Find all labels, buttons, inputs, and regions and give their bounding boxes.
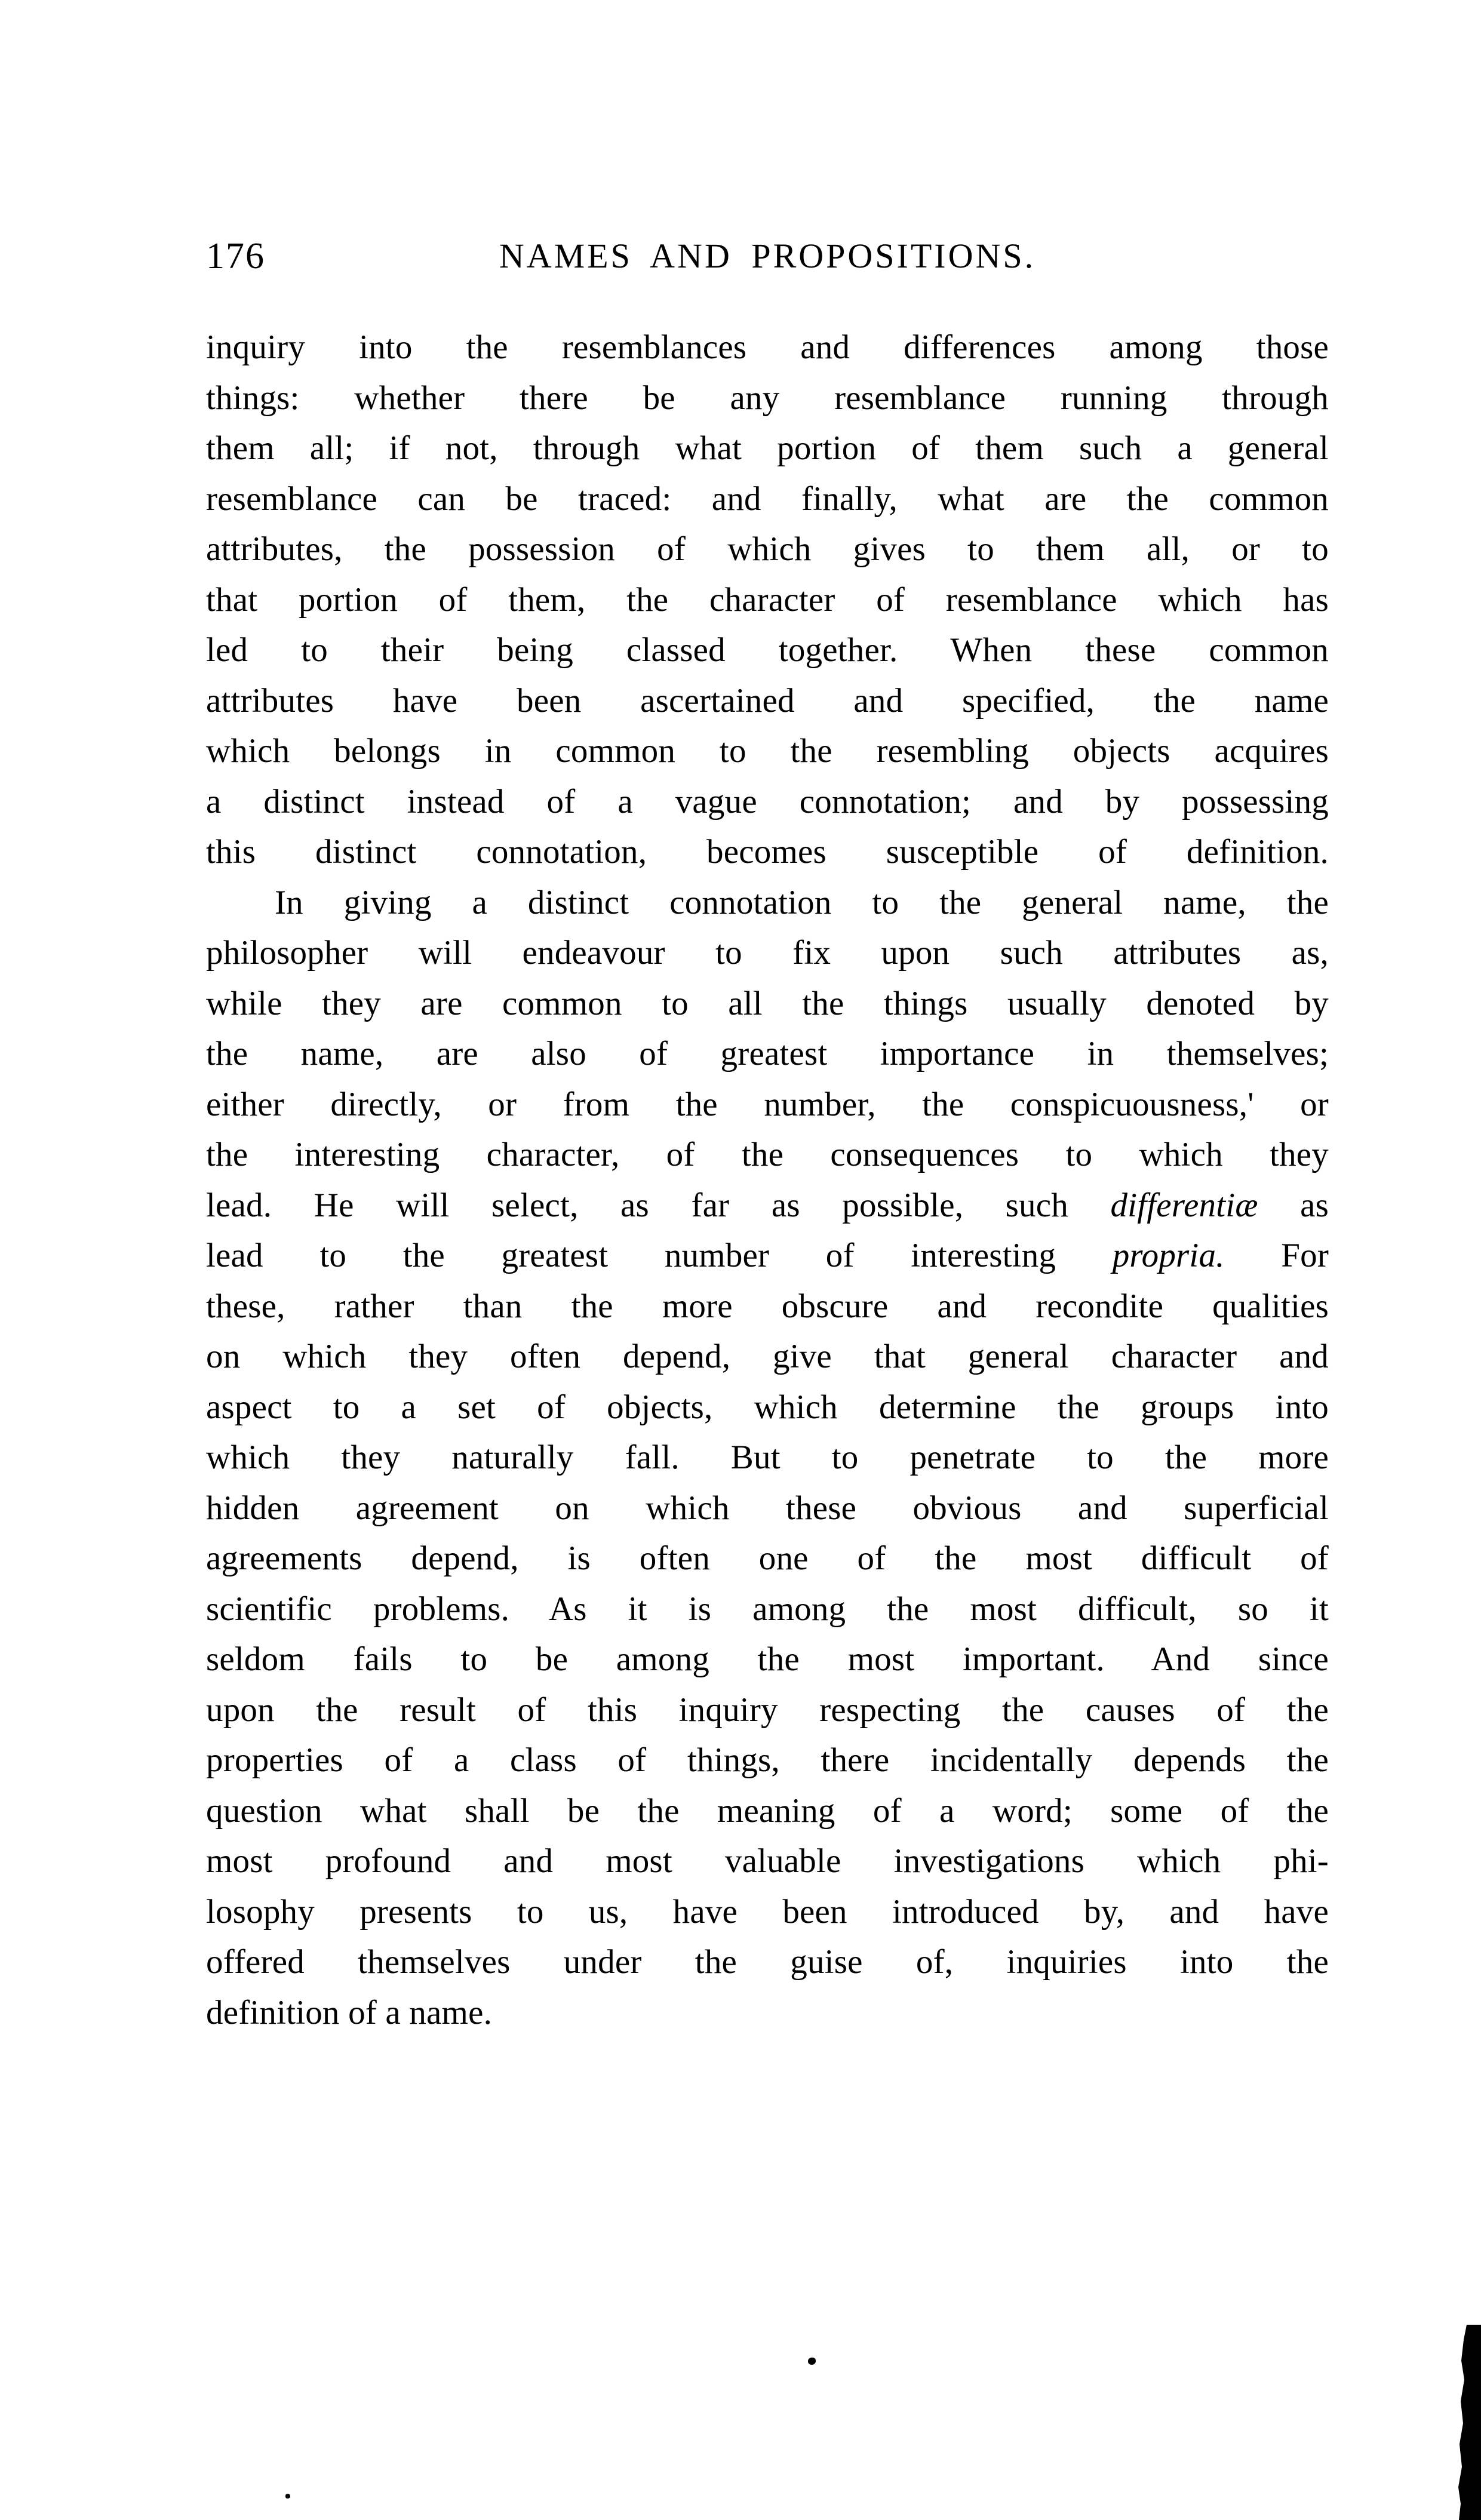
text-segment: losophy presents to us, have been introduced by, and have bbox=[206, 1892, 1329, 1931]
text-segment: resemblance can be traced: and finally, what are the common bbox=[206, 480, 1329, 518]
text-line bbox=[206, 474, 1329, 525]
text-segment: lead. He will select, as far as possible, such bbox=[206, 1186, 1111, 1224]
text-segment: most profound and most valuable investigations which phi- bbox=[206, 1842, 1329, 1880]
text-segment: a distinct instead of a vague connotation; and by possessing bbox=[206, 782, 1329, 820]
text-segment: the interesting character, of the consequences to which they bbox=[206, 1136, 1329, 1173]
ink-spot bbox=[808, 2358, 816, 2365]
text-line bbox=[206, 1584, 1329, 1635]
italic-text-segment: differentiæ bbox=[1110, 1186, 1258, 1224]
text-line bbox=[206, 1483, 1329, 1534]
text-line bbox=[206, 1080, 1329, 1130]
text-segment: attributes, the possession of which gives to them all, or to bbox=[206, 530, 1329, 568]
text-segment: which belongs in common to the resembling objects acquires bbox=[206, 732, 1329, 770]
text-line bbox=[206, 1433, 1329, 1483]
text-segment: offered themselves under the guise of, inquiries into the bbox=[206, 1943, 1329, 1981]
text-segment: the name, are also of greatest importance in themselves; bbox=[206, 1035, 1329, 1072]
text-segment: led to their being classed together. When these common bbox=[206, 631, 1329, 669]
text-line bbox=[206, 1634, 1329, 1685]
text-line bbox=[206, 1533, 1329, 1584]
text-segment: agreements depend, is often one of the most difficult of bbox=[206, 1539, 1329, 1577]
text-line bbox=[206, 676, 1329, 727]
ink-spot bbox=[285, 2494, 290, 2499]
text-segment: on which they often depend, give that general character and bbox=[206, 1338, 1329, 1375]
text-segment: this distinct connotation, becomes susceptible of definition. bbox=[206, 833, 1329, 871]
text-line bbox=[206, 1029, 1329, 1080]
text-line bbox=[206, 1332, 1329, 1382]
page-number: 176 bbox=[206, 236, 265, 276]
text-line bbox=[206, 575, 1329, 626]
text-line bbox=[206, 1786, 1329, 1837]
text-segment: that portion of them, the character of resemblance which has bbox=[206, 580, 1329, 619]
text-segment: For bbox=[1224, 1237, 1329, 1274]
page-header bbox=[206, 238, 1329, 279]
text-segment: scientific problems. As it is among the most difficult, so it bbox=[206, 1590, 1329, 1628]
text-line bbox=[206, 979, 1329, 1029]
text-line bbox=[206, 322, 1329, 373]
ink-blob-right-edge bbox=[1457, 2325, 1481, 2520]
text-segment: definition of a name. bbox=[206, 1993, 493, 2032]
text-segment: them all; if not, through what portion of them such a general bbox=[206, 429, 1329, 467]
text-segment: inquiry into the resemblances and differences among those bbox=[206, 328, 1329, 366]
text-segment: as bbox=[1258, 1186, 1329, 1224]
text-line bbox=[206, 878, 1329, 929]
text-segment: attributes have been ascertained and specified, the name bbox=[206, 681, 1329, 720]
text-line bbox=[206, 1181, 1329, 1231]
text-line bbox=[206, 726, 1329, 777]
text-line bbox=[206, 1735, 1329, 1786]
text-line bbox=[206, 928, 1329, 979]
text-line bbox=[206, 1887, 1329, 1938]
text-line bbox=[206, 1130, 1329, 1181]
text-segment: which they naturally fall. But to penetrate to the more bbox=[206, 1439, 1329, 1476]
running-header-title: NAMES AND PROPOSITIONS. bbox=[499, 236, 1036, 275]
text-line bbox=[206, 1685, 1329, 1736]
text-line bbox=[206, 1988, 1329, 2039]
text-segment: upon the result of this inquiry respecting the causes of the bbox=[206, 1691, 1329, 1729]
text-line bbox=[206, 1281, 1329, 1332]
text-line bbox=[206, 1382, 1329, 1433]
text-segment: things: whether there be any resemblance running through bbox=[206, 379, 1329, 417]
text-segment: while they are common to all the things usually denoted by bbox=[206, 984, 1329, 1022]
text-line bbox=[206, 1937, 1329, 1988]
text-segment: either directly, or from the number, the conspicuousness,' or bbox=[206, 1085, 1329, 1123]
text-line bbox=[206, 777, 1329, 828]
text-line bbox=[206, 625, 1329, 676]
text-segment: question what shall be the meaning of a word; some of the bbox=[206, 1791, 1329, 1830]
text-segment: lead to the greatest number of interesting bbox=[206, 1237, 1113, 1274]
text-segment: these, rather than the more obscure and recondite qualities bbox=[206, 1287, 1329, 1325]
text-line bbox=[206, 423, 1329, 474]
italic-text-segment: propria. bbox=[1112, 1237, 1225, 1274]
text-segment: seldom fails to be among the most important. And since bbox=[206, 1640, 1329, 1678]
text-line bbox=[206, 1231, 1329, 1281]
text-segment: properties of a class of things, there incidentally depends the bbox=[206, 1741, 1329, 1779]
text-line bbox=[206, 373, 1329, 424]
text-line bbox=[206, 524, 1329, 575]
text-segment: In giving a distinct connotation to the general name, the bbox=[275, 883, 1329, 921]
text-segment: hidden agreement on which these obvious and superficial bbox=[206, 1489, 1329, 1527]
text-segment: aspect to a set of objects, which determine the groups into bbox=[206, 1388, 1329, 1426]
body-text bbox=[206, 322, 1329, 2038]
text-line bbox=[206, 827, 1329, 878]
text-line bbox=[206, 1836, 1329, 1887]
text-segment: philosopher will endeavour to fix upon such attributes as, bbox=[206, 934, 1329, 972]
